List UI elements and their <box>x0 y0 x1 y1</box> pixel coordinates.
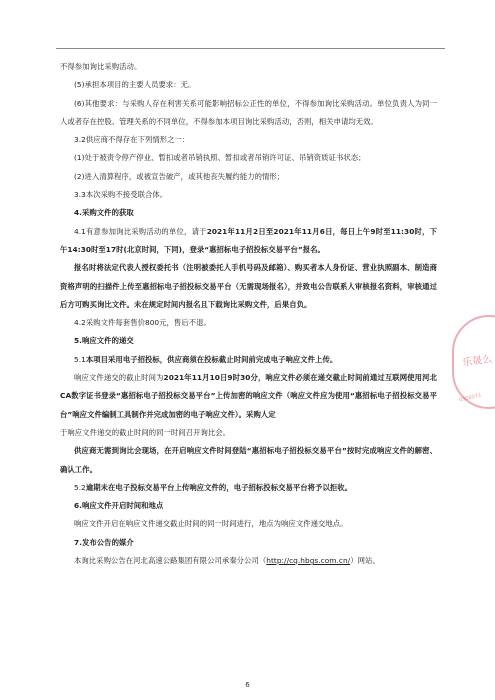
paragraph-deadline <box>60 369 437 424</box>
paragraph-4-1-bold: 2021年11月2日至2021年11月6日，每日上午9时至11:30时，下午14:30时至17时(北京时间，下同)，登录“惠招标电子招投标交易平台”报名。 <box>60 226 437 254</box>
paragraph-deadline-time: 2021年11月10日9时30分， <box>163 373 266 383</box>
paragraph-5-1-bold: 本项目采用电子招投标，供应商须在投标截止时间前完成电子响应文件上传。 <box>85 354 338 364</box>
paragraph-3-3: 3.3本次采购不接受联合体。 <box>74 190 168 200</box>
seal-stamp-number: 0506073 <box>458 392 482 404</box>
paragraph-5-2-num: 5.2 <box>74 482 86 492</box>
paragraph-4-1 <box>60 223 437 260</box>
paragraph-5-2 <box>60 479 437 497</box>
paragraph-opening: 响应文件开启在响应文件递交截止时间的同一时间进行，地点为响应文件递交地点。 <box>74 519 348 529</box>
paragraph-registration: 报名时将法定代表人授权委托书（注明被委托人手机号码及邮箱）、购买者本人身份证、营业执照副本、制造商资格声明的扫描件上传至惠招标电子招投标交易平台（无需现场报名），并致电公告联系人审核报名资料，审核通过后方可购买询比文件。未在规定时间内报名且下载询比采购文件，后果自负。 <box>60 263 437 309</box>
paragraph-5-1 <box>60 351 437 369</box>
paragraph-other-requirements: (6)其他要求：与采购人存在利害关系可能影响招标公正性的单位，不得参加询比采购活动。单位负责人为同一人或者存在控股、管理关系的不同单位，不得参加本项目询比采购活动，否则，相关申请均无效。 <box>60 98 437 126</box>
header-rule <box>56 48 445 49</box>
paragraph-3-2-1: (1)处于被责令停产停业、暂扣或者吊销执照、暂扣或者吊销许可证、吊销资质证书状态； <box>74 153 366 163</box>
paragraph-3-2: 3.2供应商不得存在下列情形之一： <box>74 135 190 145</box>
page-number: 6 <box>245 681 250 689</box>
paragraph-personnel: (5)承担本项目的主要人员要求：无。 <box>74 80 196 90</box>
heading-section-7: 7.发布公告的媒介 <box>74 537 134 547</box>
paragraph-decryption: 供应商无需到询比会现场，在开启响应文件时间登陆“惠招标电子招投标交易平台”按时完成响应文件的解密、确认工作。 <box>60 446 437 474</box>
heading-section-4: 4.采购文件的获取 <box>74 208 134 218</box>
paragraph-3-2-2: (2)进入清算程序，或被宣告破产，或其他丧失履约能力的情形； <box>74 171 285 181</box>
heading-section-6: 6.响应文件开启时间和地点 <box>74 501 164 511</box>
seal-stamp-text: 乐晟么 <box>461 353 493 370</box>
document-body <box>60 58 437 570</box>
website-link[interactable]: http://cq.hbgs.com.cn/ <box>266 556 351 566</box>
paragraph-media <box>60 552 437 570</box>
paragraph-4-2: 4.2采购文件每套售价800元，售后不退。 <box>74 318 211 328</box>
paragraph-media-tail: ）网站、 <box>350 556 380 566</box>
paragraph-continuation: 不得参加询比采购活动。 <box>60 62 142 71</box>
paragraph-media-lead: 本询比采购公告在河北高速公路集团有限公司承秦分公司（ <box>74 556 267 566</box>
paragraph-deadline-detail: 响应文件必须在递交截止时间前通过互联网使用河北CA数字证书登录“惠招标电子招投标交易平台”上传加密的响应文件（响应文件应为使用“惠招标电子招投标交易平台”响应文件编制工具制作并完成加密的电子响应文件）。采购人定 <box>60 373 437 419</box>
paragraph-5-2-bold: 逾期未在电子投标交易平台上传响应文件的，电子招标投标交易平台将予以拒收。 <box>85 482 353 492</box>
heading-section-5: 5.响应文件的递交 <box>74 336 134 346</box>
paragraph-deadline-lead: 响应文件递交的截止时间为 <box>74 373 164 383</box>
paragraph-deadline-tail: 于响应文件递交的截止时间的同一时间召开询比会。 <box>60 427 231 437</box>
paragraph-4-1-lead: 4.1有意参加询比采购活动的单位，请于 <box>74 226 207 236</box>
paragraph-5-1-num: 5.1 <box>74 354 86 364</box>
